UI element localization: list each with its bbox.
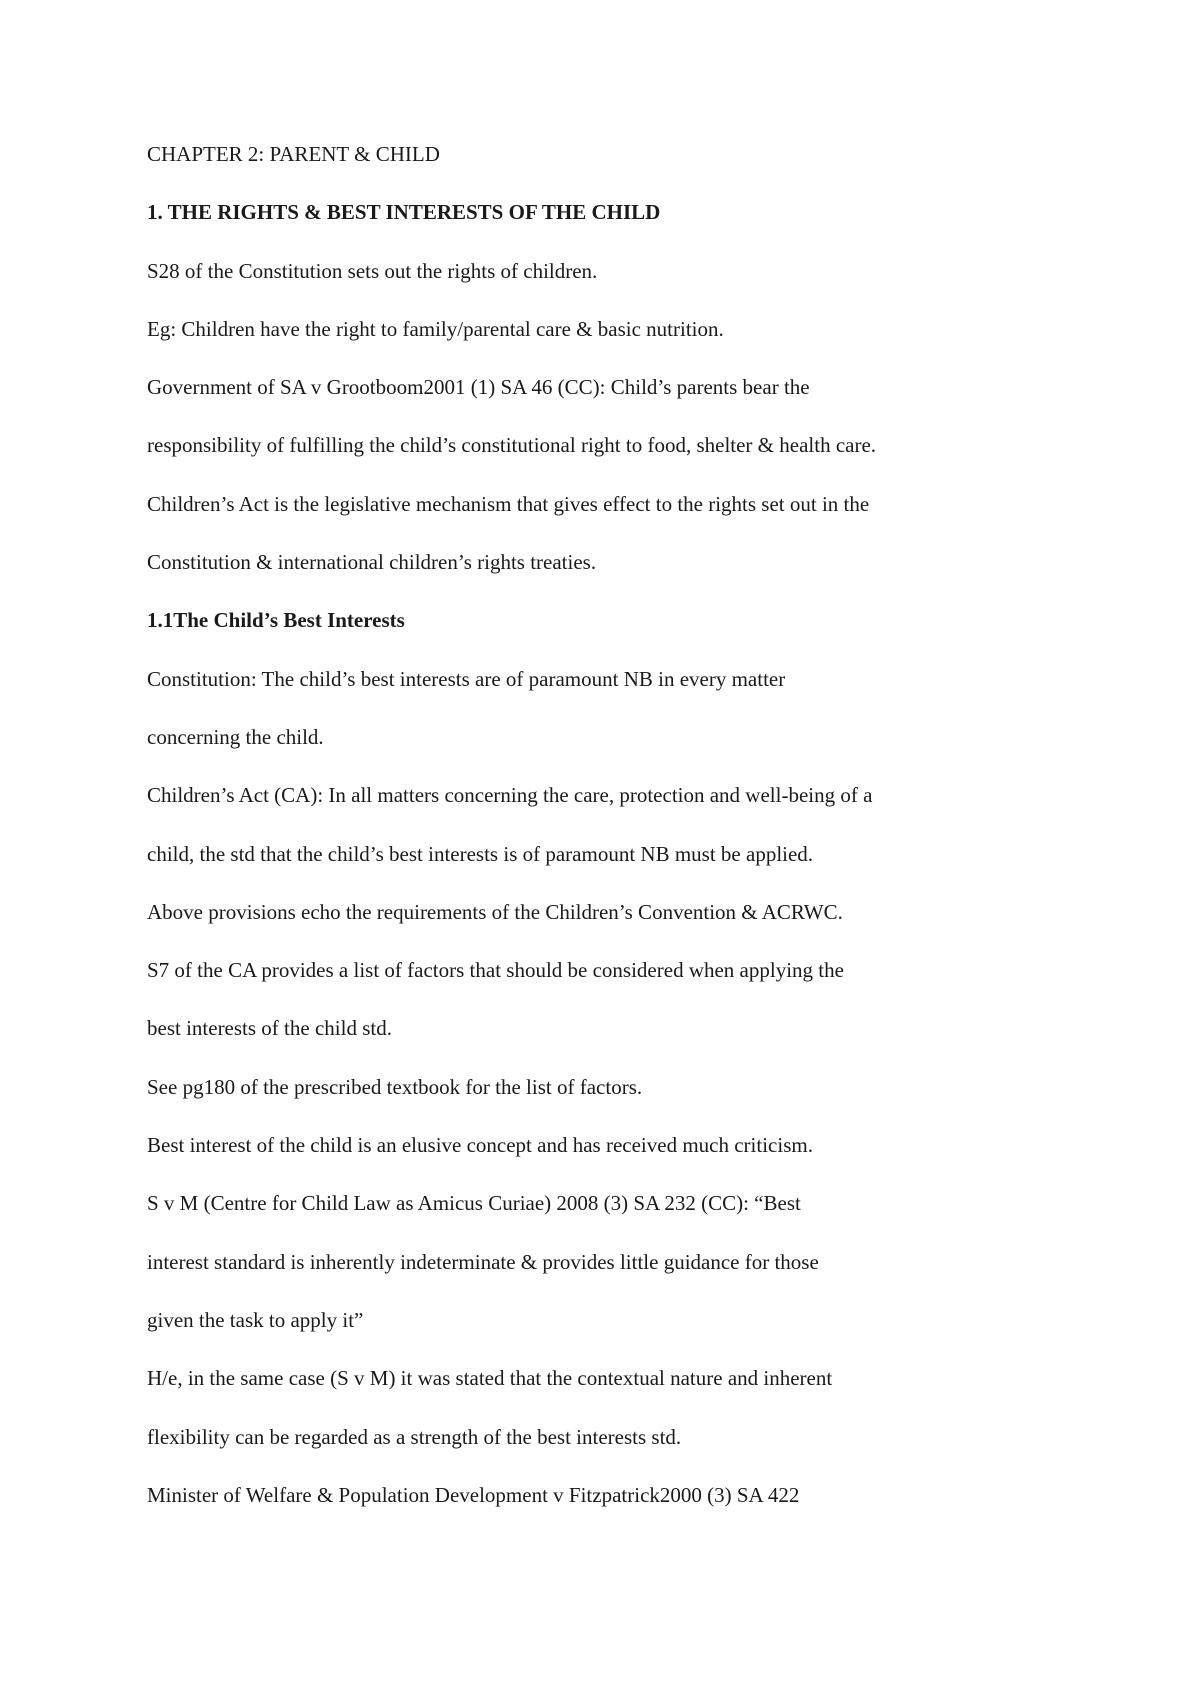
text-line: Children’s Act is the legislative mechanism that gives effect to the rights set out in the [147, 491, 870, 516]
text-line: Children’s Act (CA): In all matters concerning the care, protection and well-being of a [147, 783, 873, 808]
text-line: given the task to apply it” [147, 1307, 364, 1332]
chapter-title: CHAPTER 2: PARENT & CHILD [147, 142, 440, 166]
text-line: Minister of Welfare & Population Development v Fitzpatrick2000 (3) SA 422 [147, 1482, 800, 1507]
section-heading: 1. THE RIGHTS & BEST INTERESTS OF THE CHILD [147, 200, 661, 225]
text-line: best interests of the child std. [147, 1016, 392, 1041]
subsection-heading: 1.1The Child’s Best Interests [147, 608, 405, 633]
text-line: Government of SA v Grootboom2001 (1) SA 46 (CC): Child’s parents bear the [147, 375, 810, 400]
text-line: S7 of the CA provides a list of factors that should be considered when applying the [147, 958, 844, 983]
text-line: Eg: Children have the right to family/parental care & basic nutrition. [147, 316, 724, 341]
text-line: S v M (Centre for Child Law as Amicus Curiae) 2008 (3) SA 232 (CC): “Best [147, 1191, 801, 1216]
text-line: child, the std that the child’s best interests is of paramount NB must be applied. [147, 841, 814, 866]
document-body [147, 140, 1067, 1539]
text-line: concerning the child. [147, 724, 324, 749]
text-line: Constitution & international children’s rights treaties. [147, 550, 597, 575]
text-line: Best interest of the child is an elusive concept and has received much criticism. [147, 1133, 813, 1158]
text-line: See pg180 of the prescribed textbook for the list of factors. [147, 1074, 643, 1099]
text-line: responsibility of fulfilling the child’s constitutional right to food, shelter & health care. [147, 433, 877, 458]
text-line: Above provisions echo the requirements of the Children’s Convention & ACRWC. [147, 899, 843, 924]
text-line: S28 of the Constitution sets out the rights of children. [147, 258, 598, 283]
text-line: Constitution: The child’s best interests are of paramount NB in every matter [147, 666, 786, 691]
text-line: flexibility can be regarded as a strength of the best interests std. [147, 1424, 682, 1449]
text-line: H/e, in the same case (S v M) it was stated that the contextual nature and inherent [147, 1366, 833, 1391]
text-line: interest standard is inherently indeterminate & provides little guidance for those [147, 1249, 819, 1274]
